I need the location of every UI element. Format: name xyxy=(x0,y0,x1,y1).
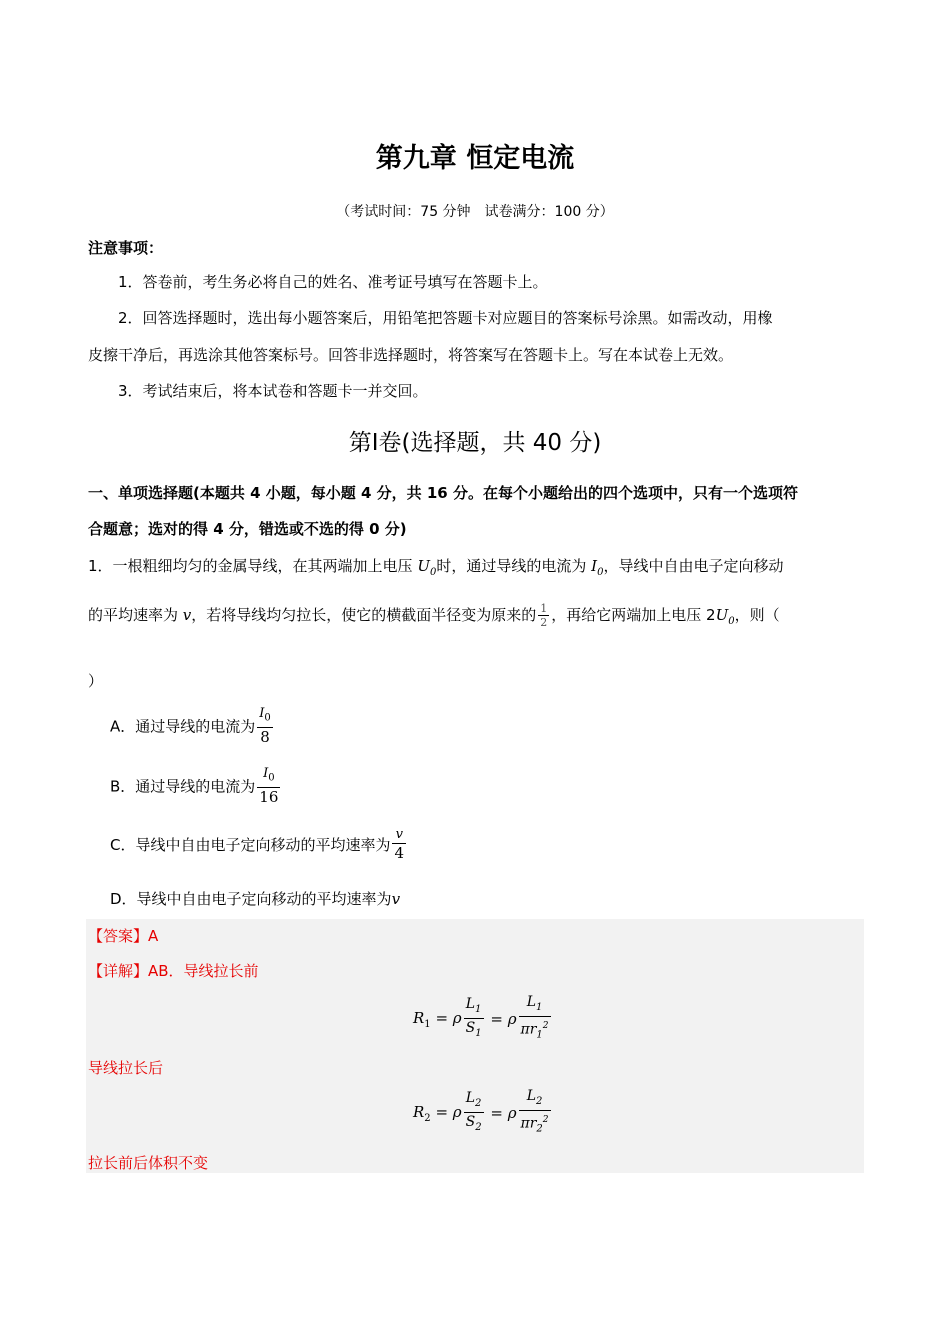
var-v: v xyxy=(182,606,192,624)
var-v: v xyxy=(391,890,401,908)
q1-text-c: ，导线中自由电子定向移动 xyxy=(603,557,784,575)
q1-text-f: ，再给它两端加上电压 2 xyxy=(551,606,716,624)
notes-heading: 注意事项： xyxy=(88,239,164,257)
fraction-i0-over-16: $\frac{I_0}{16}$ xyxy=(259,766,279,806)
option-c-text: C．导线中自由电子定向移动的平均速率为 xyxy=(110,836,391,854)
sub-0: 0 xyxy=(597,567,604,578)
q1-text-d: 的平均速率为 xyxy=(88,606,183,624)
fraction-v-over-4: $\frac{v}{4}$ xyxy=(394,827,405,862)
notes-item-3: 3．考试结束后，将本试卷和答题卡一并交回。 xyxy=(118,382,428,400)
notes-item-1: 1．答卷前，考生务必将自己的姓名、准考证号填写在答题卡上。 xyxy=(118,273,548,291)
question-1-line-3: ） xyxy=(88,672,104,690)
option-d xyxy=(110,888,400,909)
option-a xyxy=(110,706,275,746)
option-d-text: D．导线中自由电子定向移动的平均速率为 xyxy=(110,890,392,908)
var-U: U xyxy=(715,606,729,624)
option-c xyxy=(110,827,408,862)
var-I: I xyxy=(591,557,598,575)
notes-item-2-line-1: 2．回答选择题时，选出每小题答案后，用铅笔把答题卡对应题目的答案标号涂黑。如需改动，用橡 xyxy=(118,309,773,327)
formula-before: $R_1 = \rho$ $\frac{L_1}{S_1}$ = ρ $\frac{L_1}{\pi r_1^2}$ xyxy=(413,994,553,1044)
fraction-l1-over-s1: $\frac{L_1}{S_1}$ xyxy=(465,995,482,1039)
option-a-text: A．通过导线的电流为 xyxy=(110,717,256,736)
var-U: U xyxy=(417,557,430,575)
fraction-l2-over-pi-r2-squared: $\frac{L_2}{\pi r_2^2}$ xyxy=(520,1088,549,1135)
part1-instructions-line-2: 合题意；选对的得 4 分，错选或不选的得 0 分) xyxy=(88,520,407,538)
q1-text-b: 时，通过导线的电流为 xyxy=(436,557,592,575)
fraction-one-half: $\frac{1}{2}$ xyxy=(540,602,548,629)
volume-note: 拉长前后体积不变 xyxy=(88,1154,209,1172)
fraction-l2-over-s2: $\frac{L_2}{S_2}$ xyxy=(465,1089,482,1133)
question-1-line-1 xyxy=(88,555,783,578)
option-b-text: B．通过导线的电流为 xyxy=(110,777,256,796)
q1-text-e: ，若将导线均匀拉长，使它的横截面半径变为原来的 xyxy=(191,606,537,624)
exam-info: （考试时间：75 分钟 试卷满分：100 分） xyxy=(336,204,614,220)
q1-text-a: 1．一根粗细均匀的金属导线，在其两端加上电压 xyxy=(88,557,418,575)
sub-0: 0 xyxy=(429,567,437,578)
q1-text-g: ，则（ xyxy=(734,606,780,624)
answer-label: 【答案】A xyxy=(88,927,159,945)
fraction-l1-over-pi-r1-squared: $\frac{L_1}{\pi r_1^2}$ xyxy=(520,994,549,1041)
fraction-i0-over-8: $\frac{I_0}{8}$ xyxy=(259,706,271,746)
after-label: 导线拉长后 xyxy=(88,1059,164,1077)
sub-0: 0 xyxy=(728,616,735,627)
option-b xyxy=(110,766,282,806)
section-title: 第Ⅰ卷(选择题，共 40 分) xyxy=(348,430,602,456)
page-title: 第九章 恒定电流 xyxy=(375,143,575,174)
formula-after: $R_2 = \rho$ $\frac{L_2}{S_2}$ = ρ $\frac{L_2}{\pi r_2^2}$ xyxy=(413,1088,553,1138)
question-1-line-2 xyxy=(88,602,780,629)
detail-label: 【详解】AB．导线拉长前 xyxy=(88,962,259,980)
part1-instructions-line-1: 一、单项选择题(本题共 4 小题，每小题 4 分，共 16 分。在每个小题给出的四个选项中，只有一个选项符 xyxy=(88,484,798,502)
notes-item-2-line-2: 皮擦干净后，再选涂其他答案标号。回答非选择题时，将答案写在答题卡上。写在本试卷上无效。 xyxy=(88,346,734,364)
